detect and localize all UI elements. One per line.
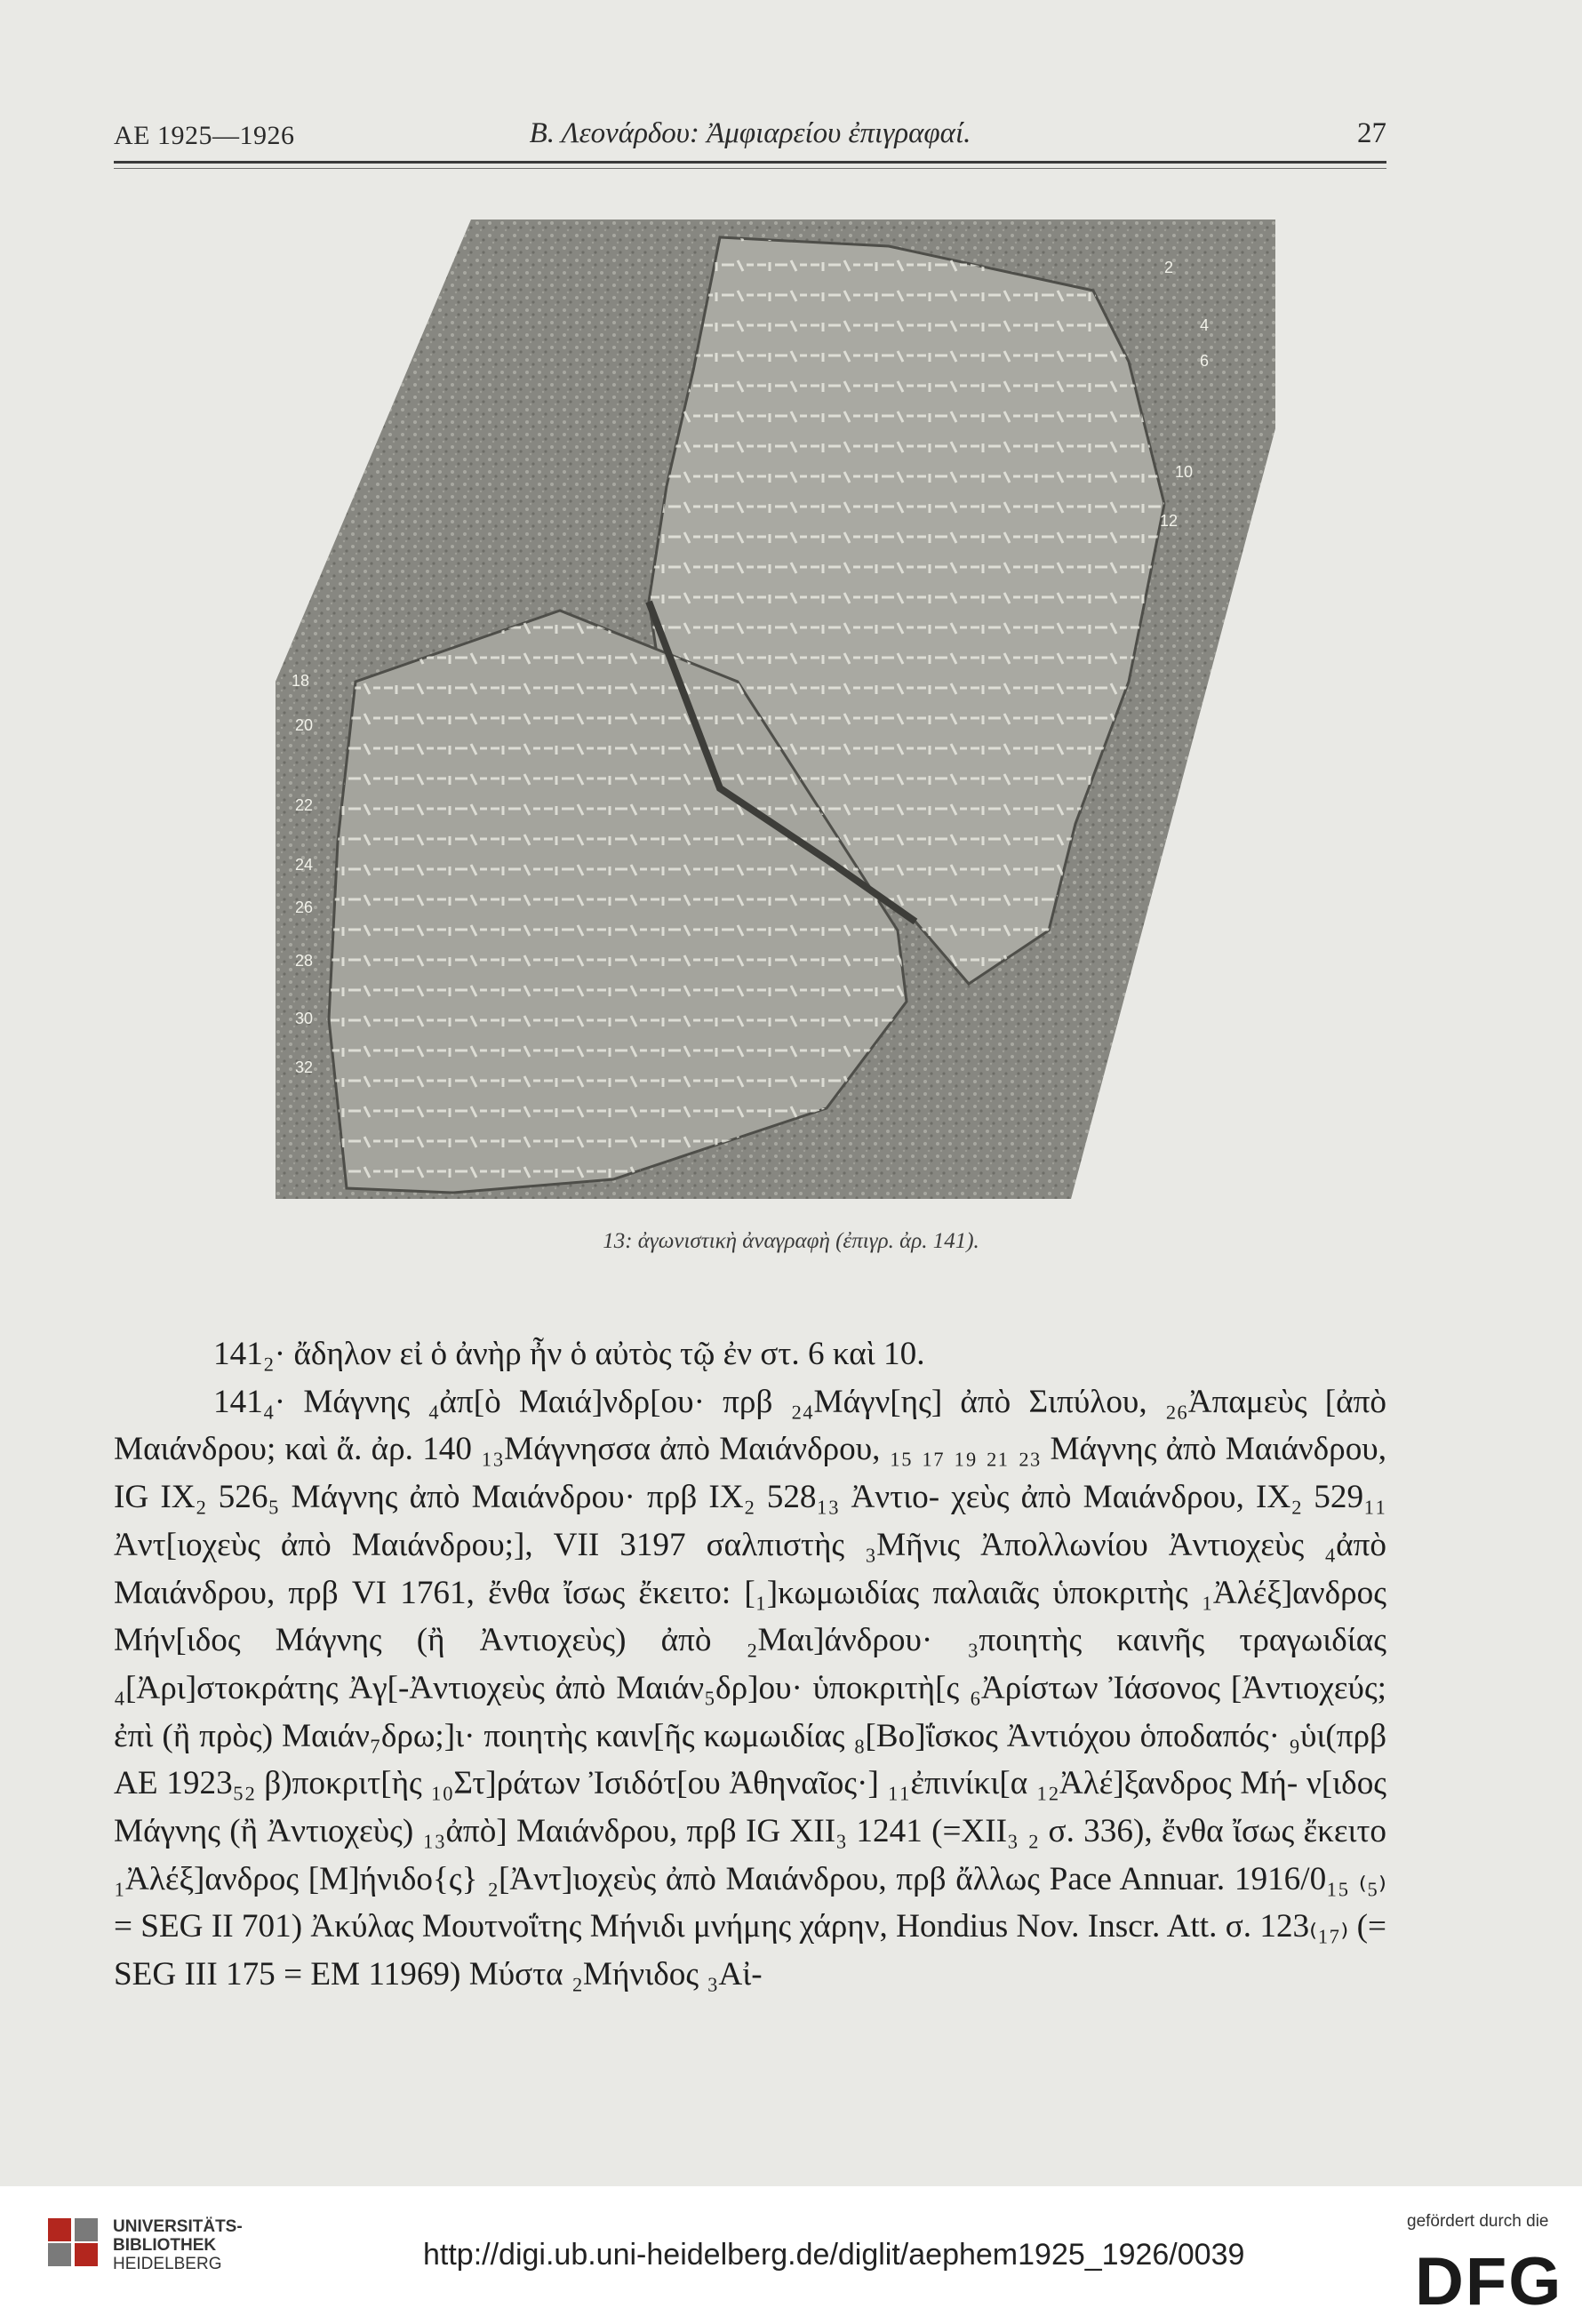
running-header: [114, 114, 1386, 158]
line-number-18: 18: [292, 672, 310, 690]
text-line: ἀπὸ Μαιάνδρου, IG IX₂ 526₅ Μάγνης ἀπὸ Μαιάνδρου· πρβ IX₂ 528₁₃ Ἀντιο-: [114, 1431, 1386, 1516]
paragraph-141-2: [114, 1330, 1386, 1378]
text-line: ₃Μῆνις Ἀπολλωνίου Ἀντιοχεὺς ₄ἀπὸ Μαιάνδρου, πρβ VI 1761, ἔνθα ἴσως ἔκειτο:: [114, 1526, 1387, 1611]
line-number-30: 30: [295, 1010, 314, 1027]
line-number-28: 28: [295, 952, 314, 970]
text-line: 1923₅₂ β)ποκριτ[ὴς ₁₀Στ]ράτων Ἰσιδότ[ου Ἀθηναῖος·] ₁₁ἐπινίκι[α ₁₂Ἀλέ]ξανδρος Μή-: [166, 1765, 1298, 1802]
text-line: Hondius Nov. Inscr. Att. σ. 123₍₁₇₎ (= SEG III 175 = EM 11969) Μύστα ₂Μήνιδος ₃Αἰ-: [114, 1908, 1386, 1993]
line-number-6: 6: [1200, 352, 1210, 370]
commentary-text: [114, 1330, 1386, 1999]
text-line: ἀπὸ ₂Μαι]άνδρου· ₃ποιητὴς καινῆς τραγωιδίας ₄[Ἀρι]στοκράτης Ἀγ[-Ἀντιοχεὺς: [114, 1622, 1387, 1706]
library-name: UNIVERSITÄTS- BIBLIOTHEK HEIDELBERG: [113, 2217, 243, 2273]
funder-text: gefördert durch die: [1407, 2212, 1549, 2231]
university-library-logo-icon: [46, 2216, 101, 2268]
text-line: [ἀπὸ Μαιάνδρου; καὶ ἄ. ἀρ. 140 ₁₃Μάγνησσα ἀπὸ Μαιάνδρου, ₁₅ ₁₇ ₁₉ ₂₁ ₂₃ Μάγνης: [114, 1383, 1386, 1468]
dfg-logo-icon: DFG: [1415, 2244, 1563, 2320]
journal-volume: ΑΕ 1925—1926: [114, 121, 295, 150]
line-number-4: 4: [1200, 316, 1210, 334]
line-number-12: 12: [1160, 512, 1179, 530]
line-number-22: 22: [295, 796, 314, 814]
line-number-26: 26: [295, 898, 314, 916]
text-line: [₁]κωμωιδίας παλαιᾶς ὑποκριτὴς ₁Ἀλέξ]ανδρος Μήν[ιδος Μάγνης (ἢ Ἀντιοχεὺς): [114, 1574, 1386, 1659]
header-rule-thin: [114, 168, 1386, 169]
line-number-2: 2: [1164, 259, 1174, 276]
header-rule: [114, 161, 1386, 164]
paragraph-141-4: [114, 1378, 1386, 1999]
text-line: Μαιάν₇δρω;]ι· ποιητὴς καιν[ῆς κωμωιδίας ₈[Βο]ΐσκος Ἀντιόχου ὁποδαπός· ₉ὑι(πρβ ΑΕ: [114, 1717, 1387, 1802]
text-line: Pace Annuar. 1916/0₁₅ ₍₅₎ = SEG II 701) Ἀκύλας Μουτνοΐτης Μήνιδι μνήμης χάρην,: [114, 1860, 1386, 1945]
line-number-10: 10: [1175, 463, 1194, 481]
running-title: Β. Λεονάρδου: Ἀμφιαρείου ἐπιγραφαί.: [529, 117, 971, 149]
inscription-photo: [276, 220, 1275, 1199]
line-number-20: 20: [295, 716, 314, 734]
line-number-32: 32: [295, 1058, 314, 1076]
text-line: ἔνθα ἴσως ἔκειτο ₁Ἀλέξ]ανδρος [Μ]ήνιδο{ς} ₂[Ἀντ]ιοχεὺς ἀπὸ Μαιάνδρου, πρβ ἄλλως: [114, 1813, 1387, 1897]
text-line: ἀπὸ Μαιάν₅δρ]ου· ὑποκριτὴ[ς ₆Ἀρίστων Ἰάσονος [Ἀντιοχεύς; ἐπὶ (ἢ πρὸς): [114, 1669, 1387, 1754]
text-line: ν[ιδος Μάγνης (ἢ Ἀντιοχεὺς) ₁₃ἀπὸ] Μαιάνδρου, πρβ IG XII₃ 1241 (=XII₃ ₂ σ. 336),: [114, 1765, 1387, 1850]
ref-label: 141₂·: [213, 1336, 286, 1372]
text-line: 141₄· Μάγνης ₄ἀπ[ὸ Μαιά]νδρ[ου· πρβ ₂₄Μάγν[ης] ἀπὸ Σιπύλου, ₂₆Ἀπαμεὺς: [213, 1383, 1307, 1420]
page-number: 27: [1357, 117, 1386, 149]
permalink-url[interactable]: http://digi.ub.uni-heidelberg.de/diglit/aephem1925_1926/0039: [423, 2238, 1245, 2272]
line-number-24: 24: [295, 856, 314, 874]
figure-caption: 13: ἀγωνιστικὴ ἀναγραφὴ (ἐπιγρ. ἀρ. 141).: [603, 1229, 979, 1253]
text-line: χεὺς ἀπὸ Μαιάνδρου, IX₂ 529₁₁ Ἀντ[ιοχεὺς ἀπὸ Μαιάνδρου;], VII 3197 σαλπιστὴς: [114, 1479, 1387, 1563]
paragraph-text: ἄδηλον εἰ ὁ ἀνὴρ ἦν ὁ αὐτὸς τῷ ἐν στ. 6 καὶ 10.: [293, 1336, 925, 1372]
